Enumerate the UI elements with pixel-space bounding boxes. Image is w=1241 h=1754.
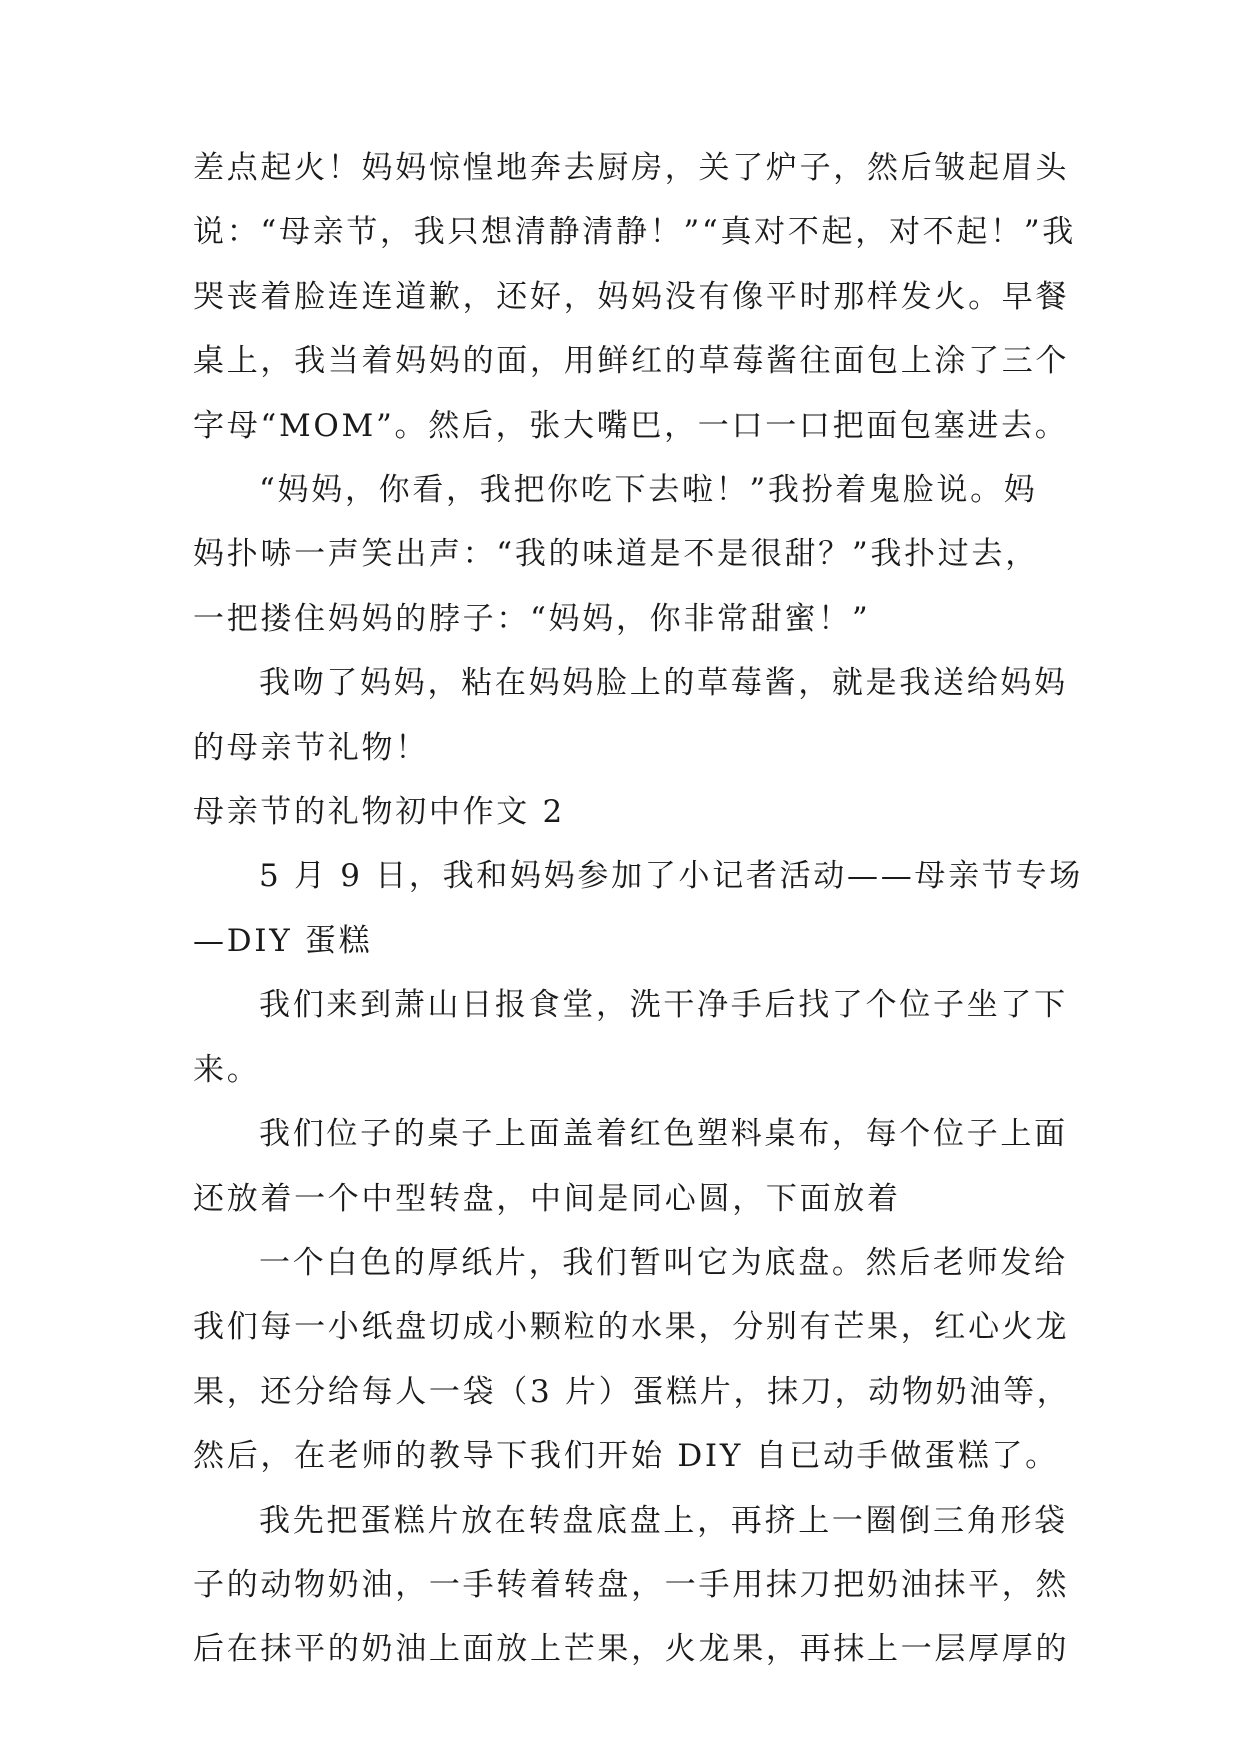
section-title-text: 母亲节的礼物初中作文 2 xyxy=(193,794,565,831)
paragraph-gift xyxy=(193,651,1068,780)
text-line: 字母“MOM”。然后，张大嘴巴，一口一口把面包塞进去。 xyxy=(193,407,1069,444)
text-line: 妈扑哧一声笑出声：“我的味道是不是很甜？”我扑过去， xyxy=(193,536,1039,573)
text-line: 一把搂住妈妈的脖子：“妈妈，你非常甜蜜！” xyxy=(193,600,871,637)
text-line: 然后，在老师的教导下我们开始 DIY 自已动手做蛋糕了。 xyxy=(193,1438,1059,1475)
text-line: “妈妈，你看，我把你吃下去啦！”我扮着鬼脸说。妈 xyxy=(259,472,1038,509)
paragraph-materials xyxy=(193,1231,1071,1489)
text-line: 差点起火！妈妈惊惶地奔去厨房，关了炉子，然后皱起眉头 xyxy=(193,150,1070,186)
text-line: —DIY 蛋糕 xyxy=(193,922,373,959)
text-line: 我们位子的桌子上面盖着红色塑料桌布，每个位子上面 xyxy=(259,1116,1068,1153)
text-line: 我吻了妈妈，粘在妈妈脸上的草莓酱，就是我送给妈妈 xyxy=(259,665,1068,702)
text-line: 我先把蛋糕片放在转盘底盘上，再挤上一圈倒三角形袋 xyxy=(259,1502,1068,1539)
text-line: 来。 xyxy=(193,1051,261,1088)
text-line: 我们每一小纸盘切成小颗粒的水果，分别有芒果，红心火龙 xyxy=(193,1309,1070,1346)
text-line: 的母亲节礼物！ xyxy=(193,729,429,766)
text-line: 桌上，我当着妈妈的面，用鲜红的草莓酱往面包上涂了三个 xyxy=(193,343,1070,380)
paragraph-process xyxy=(193,1489,1070,1682)
paragraph-table xyxy=(193,1102,1068,1231)
paragraph-arrival xyxy=(193,973,1068,1102)
section-title xyxy=(193,780,1053,844)
paragraph-dialogue xyxy=(193,458,1053,651)
text-line: 还放着一个中型转盘，中间是同心圆，下面放着 xyxy=(193,1180,901,1217)
document-body xyxy=(193,136,1083,1682)
paragraph-continuation xyxy=(193,136,1076,458)
text-line: 我们来到萧山日报食堂，洗干净手后找了个位子坐了下 xyxy=(259,987,1068,1024)
text-line: 子的动物奶油，一手转着转盘，一手用抹刀把奶油抹平，然 xyxy=(193,1566,1070,1603)
text-line: 哭丧着脸连连道歉，还好，妈妈没有像平时那样发火。早餐 xyxy=(193,278,1070,315)
text-line: 说：“母亲节，我只想清静清静！”“真对不起，对不起！”我 xyxy=(193,214,1076,251)
text-line: 果，还分给每人一袋（3 片）蛋糕片，抹刀，动物奶油等， xyxy=(193,1373,1071,1410)
text-line: 后在抹平的奶油上面放上芒果，火龙果，再抹上一层厚厚的 xyxy=(193,1631,1070,1668)
text-line: 一个白色的厚纸片，我们暂叫它为底盘。然后老师发给 xyxy=(259,1244,1068,1281)
paragraph-intro xyxy=(193,844,1083,973)
text-line: 5 月 9 日，我和妈妈参加了小记者活动——母亲节专场 xyxy=(259,858,1083,895)
